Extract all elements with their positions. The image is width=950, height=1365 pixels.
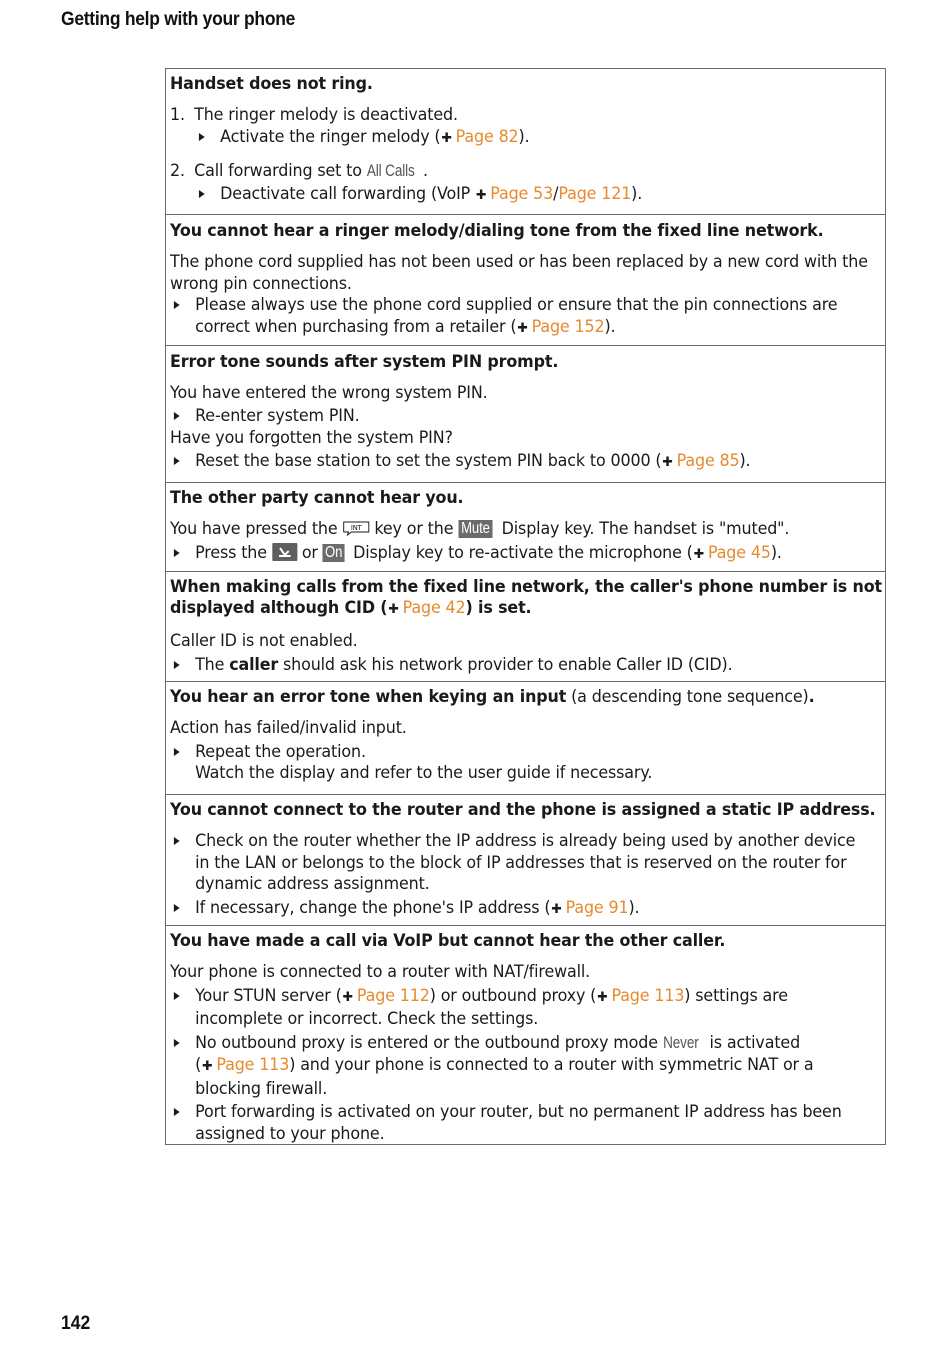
running-header: Getting help with your phone [61,9,296,30]
page-link[interactable]: Page 113 [216,1055,290,1074]
triangle-bullet-icon [174,301,180,309]
action-item: Reset the base station to set the system PIN back to 0000 (✚ Page 85). [170,450,854,474]
section-heading: You cannot connect to the router and the phone is assigned a static IP address. [170,800,876,819]
triangle-bullet-icon [174,748,180,756]
right-arrow-icon: ✚ [551,901,562,917]
page-link[interactable]: Page 85 [676,450,740,470]
page-link[interactable]: Page 152 [531,316,605,336]
triangle-bullet-icon [174,412,180,420]
triangle-bullet-icon [199,190,205,198]
page-link[interactable]: Page 53 [490,183,554,203]
triangle-bullet-icon [174,837,180,845]
right-arrow-icon: ✚ [342,989,354,1005]
page-link[interactable]: Page 82 [455,126,519,146]
section-heading: You have made a call via VoIP but cannot hear the other caller. [170,931,726,950]
action-item: The caller should ask his network provider to enable Caller ID (CID). [170,654,854,676]
page-number: 142 [61,1313,91,1334]
section-caller-id-not-displayed: When making calls from the fixed line network, the caller's phone number is not displayed although CID (✚ Page 42) is set. Caller ID is not enabled. The caller should ask his network provider to enable Caller ID (CID). [166,571,885,681]
section-heading: When making calls from the fixed line network, the caller's phone number is not [170,577,882,596]
action-item: Please always use the phone cord supplied or ensure that the pin connections are correct when purchasing from a retailer (✚ Page 152). [170,294,854,339]
page-link[interactable]: Page 45 [707,542,771,562]
section-handset-does-not-ring [166,69,885,214]
on-softkey: On [323,544,345,562]
numbered-item: 2. Call forwarding set to All Calls . [170,160,854,183]
action-item: Repeat the operation. Watch the display and refer to the user guide if necessary. [170,741,854,784]
section-no-ringer-melody: You cannot hear a ringer melody/dialing tone from the fixed line network. The phone cord supplied has not been used or has been replaced by a new cord with the wrong pin connections. Please always use the phone cord supplied or ensure that the pin connections are correct when purchasing from a retailer (✚ Page 152). [166,214,885,345]
mute-softkey: Mute [458,520,492,538]
section-heading: The other party cannot hear you. [170,488,464,507]
right-arrow-icon: ✚ [476,187,487,203]
section-heading: displayed although CID (✚ Page 42) is set. [170,598,532,617]
page-link[interactable]: Page 121 [558,183,632,203]
numbered-item: 1. The ringer melody is deactivated. [170,105,458,124]
page-link[interactable]: Page 112 [356,985,430,1005]
action-item: Press the or On Display key to re-activate the microphone (✚ Page 45). [170,542,854,566]
end-call-key-icon [272,543,297,561]
action-item: Activate the ringer melody (✚ Page 82). [170,126,854,150]
section-heading: You hear an error tone when keying an input (a descending tone sequence). [170,687,815,706]
action-item: No outbound proxy is entered or the outbound proxy mode Never is activated (✚ Page 113) and your phone is connected to a router with symmetric NAT or a blocking firewall. [170,1032,854,1100]
right-arrow-icon: ✚ [202,1059,213,1074]
troubleshooting-table [165,68,886,1145]
right-arrow-icon: ✚ [441,130,452,146]
triangle-bullet-icon [174,661,180,669]
section-heading: You cannot hear a ringer melody/dialing tone from the fixed line network. [170,221,824,240]
page-link[interactable]: Page 42 [402,598,466,617]
setting-name: Never [662,1033,699,1052]
setting-name: All Calls [366,162,415,180]
int-key-icon [342,520,369,536]
triangle-bullet-icon [174,549,180,557]
right-arrow-icon: ✚ [597,989,608,1005]
section-heading: Handset does not ring. [170,74,373,93]
action-item: If necessary, change the phone's IP address (✚ Page 91). [170,897,854,921]
page-link[interactable]: Page 113 [611,985,685,1005]
section-other-party-cannot-hear: The other party cannot hear you. You have pressed the INT key or the Mute Display key. The handset is "muted". Press the or On Display key to re-activate the microphone (✚ Page 45). [166,482,885,571]
section-error-tone-input: You hear an error tone when keying an input (a descending tone sequence). Action has failed/invalid input. Repeat the operation. Watch the display and refer to the user guide if necessary. [166,681,885,794]
right-arrow-icon: ✚ [662,454,673,470]
section-error-tone-pin: Error tone sounds after system PIN prompt. You have entered the wrong system PIN. Re-enter system PIN. Have you forgotten the system PIN? Reset the base station to set the system PIN back to 0000 (✚ Page 85). [166,345,885,482]
section-static-ip [166,794,885,925]
right-arrow-icon: ✚ [388,602,399,617]
action-item: Port forwarding is activated on your router, but no permanent IP address has been assigned to your phone. [170,1101,854,1144]
svg-text:INT: INT [350,523,362,533]
triangle-bullet-icon [199,133,205,141]
section-heading: Error tone sounds after system PIN prompt. [170,352,559,371]
triangle-bullet-icon [174,992,180,1000]
right-arrow-icon: ✚ [693,546,705,562]
section-voip-no-audio: You have made a call via VoIP but cannot hear the other caller. Your phone is connected to a router with NAT/firewall. Your STUN server (✚ Page 112) or outbound proxy (✚ Page 113) settings are incomplete or incorrect. Check the settings. No outbound proxy is entered or the outbound proxy mode Never is activated (✚ Page 113) and your phone is connected to a router with symmetric NAT or a blocking firewall. Port forwarding is activated on your router, but no permanent IP address has been assigned to your phone. [166,925,885,1144]
action-item: Check on the router whether the IP address is already being used by another device in the LAN or belongs to the block of IP addresses that is reserved on the router for dynamic address assignment. [170,830,854,895]
right-arrow-icon: ✚ [517,320,528,336]
action-item: Re-enter system PIN. [170,405,854,427]
triangle-bullet-icon [174,457,180,465]
triangle-bullet-icon [174,1039,180,1047]
triangle-bullet-icon [174,904,180,912]
triangle-bullet-icon [174,1108,180,1116]
action-item: Your STUN server (✚ Page 112) or outbound proxy (✚ Page 113) settings are incomplete or incorrect. Check the settings. [170,985,854,1030]
page-link[interactable]: Page 91 [565,897,629,917]
action-item: Deactivate call forwarding (VoIP ✚ Page 53/Page 121). [170,183,854,207]
